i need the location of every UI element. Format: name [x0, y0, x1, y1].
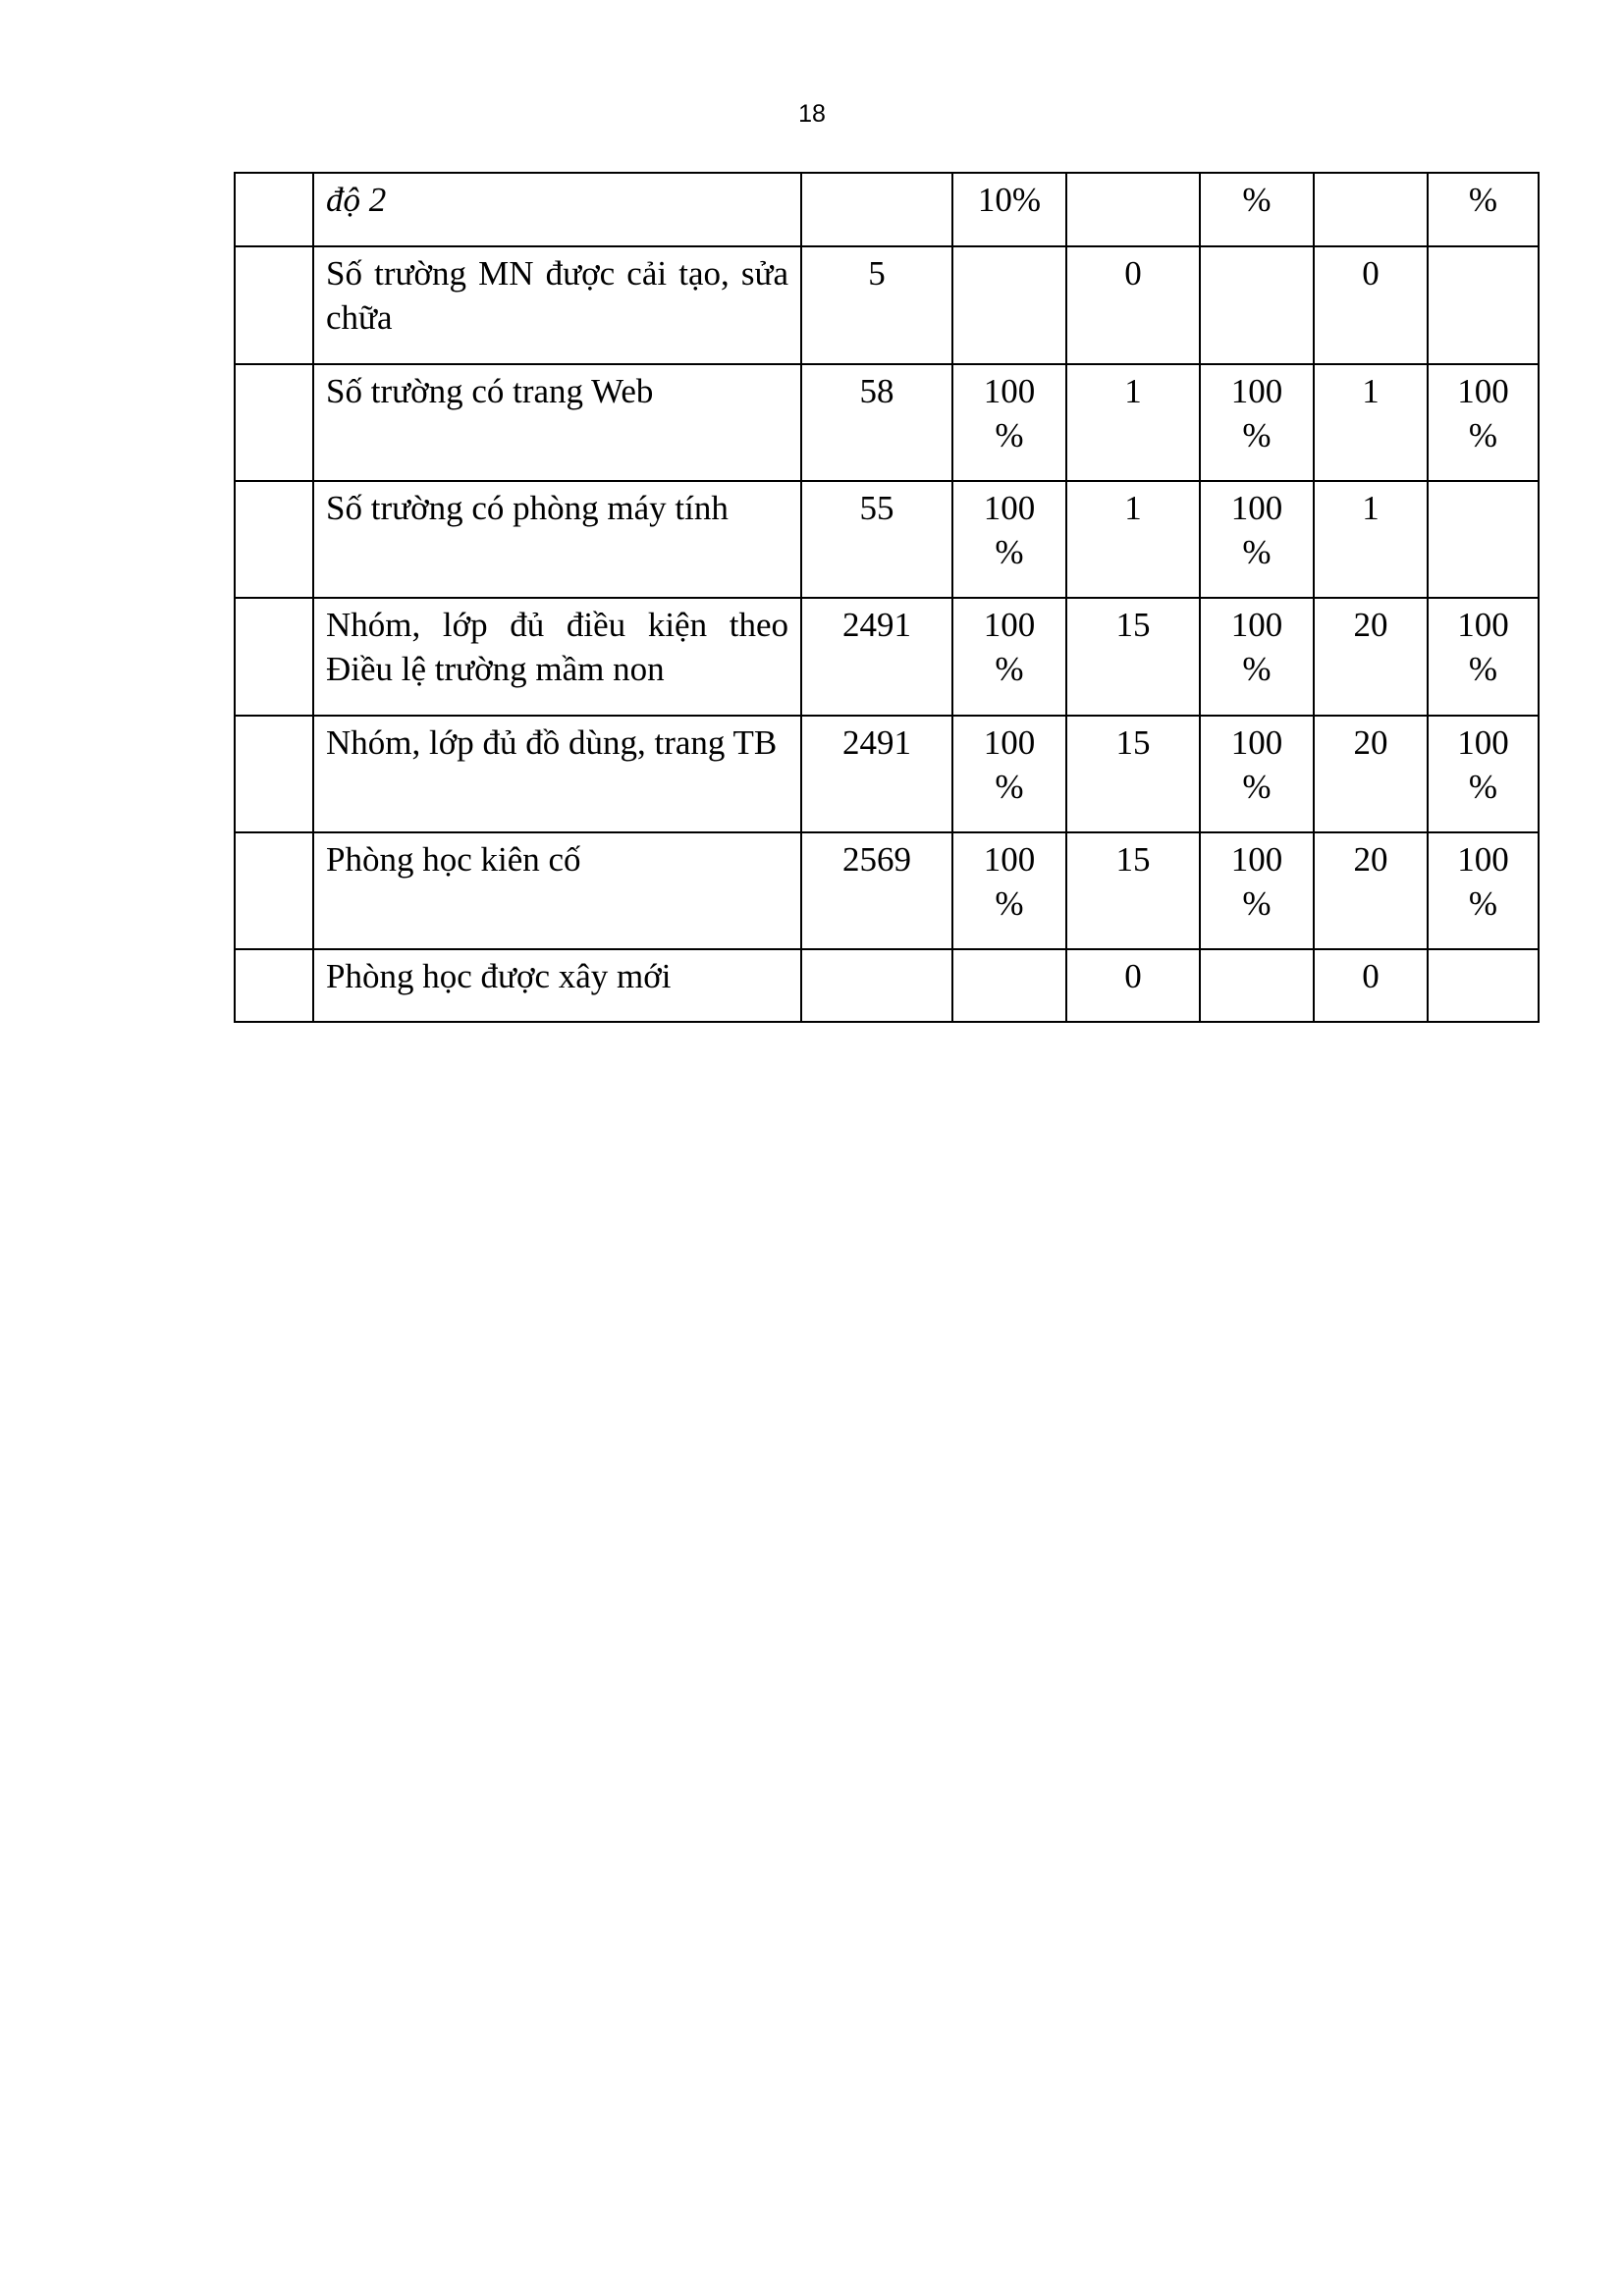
percent-cell [952, 949, 1066, 1022]
value-cell: 2569 [801, 832, 952, 949]
percent-cell [952, 246, 1066, 364]
percent-cell: 100 % [952, 481, 1066, 598]
table-row [235, 949, 1539, 1022]
percent-cell: % [1200, 173, 1314, 246]
index-cell [235, 246, 313, 364]
percent-cell: 100 % [952, 716, 1066, 832]
value-cell: 20 [1314, 598, 1428, 716]
value-cell: 1 [1066, 364, 1200, 481]
row-label: Nhóm, lớp đủ đồ dùng, trang TB [313, 716, 801, 832]
percent-cell: 100 % [1428, 598, 1539, 716]
value-cell: 0 [1314, 949, 1428, 1022]
table-row [235, 716, 1539, 832]
percent-cell [1200, 949, 1314, 1022]
value-cell [1066, 173, 1200, 246]
value-cell: 15 [1066, 598, 1200, 716]
percent-cell: 100 % [1428, 364, 1539, 481]
table-row [235, 832, 1539, 949]
index-cell [235, 716, 313, 832]
table-row [235, 364, 1539, 481]
index-cell [235, 598, 313, 716]
value-cell [801, 949, 952, 1022]
page-number: 18 [798, 100, 826, 128]
value-cell: 20 [1314, 832, 1428, 949]
table-row [235, 481, 1539, 598]
value-cell: 1 [1066, 481, 1200, 598]
value-cell: 5 [801, 246, 952, 364]
value-cell: 15 [1066, 716, 1200, 832]
value-cell: 58 [801, 364, 952, 481]
value-cell: 2491 [801, 598, 952, 716]
percent-cell: % [1428, 173, 1539, 246]
row-label: độ 2 [313, 173, 801, 246]
value-cell: 0 [1066, 949, 1200, 1022]
value-cell: 20 [1314, 716, 1428, 832]
value-cell: 2491 [801, 716, 952, 832]
table-row [235, 173, 1539, 246]
value-cell: 1 [1314, 364, 1428, 481]
row-label: Số trường có trang Web [313, 364, 801, 481]
value-cell: 55 [801, 481, 952, 598]
percent-cell [1200, 246, 1314, 364]
row-label: Nhóm, lớp đủ điều kiện theo Điều lệ trường mầm non [313, 598, 801, 716]
table-row [235, 246, 1539, 364]
percent-cell: 100 % [1428, 716, 1539, 832]
percent-cell: 100 % [1200, 364, 1314, 481]
index-cell [235, 949, 313, 1022]
table-row [235, 598, 1539, 716]
value-cell: 15 [1066, 832, 1200, 949]
row-label: Số trường MN được cải tạo, sửa chữa [313, 246, 801, 364]
percent-cell: 100 % [1200, 832, 1314, 949]
percent-cell [1428, 481, 1539, 598]
row-label: Số trường có phòng máy tính [313, 481, 801, 598]
facilities-table [234, 172, 1540, 1023]
percent-cell: 100 % [1200, 481, 1314, 598]
value-cell [1314, 173, 1428, 246]
index-cell [235, 173, 313, 246]
value-cell [801, 173, 952, 246]
percent-cell: 100 % [952, 832, 1066, 949]
index-cell [235, 832, 313, 949]
percent-cell [1428, 949, 1539, 1022]
percent-cell: 100 % [1200, 716, 1314, 832]
value-cell: 1 [1314, 481, 1428, 598]
row-label: Phòng học kiên cố [313, 832, 801, 949]
percent-cell: 100 % [952, 598, 1066, 716]
percent-cell: 100 % [952, 364, 1066, 481]
row-label: Phòng học được xây mới [313, 949, 801, 1022]
percent-cell: 100 % [1200, 598, 1314, 716]
value-cell: 0 [1314, 246, 1428, 364]
percent-cell: 100 % [1428, 832, 1539, 949]
percent-cell: 10% [952, 173, 1066, 246]
index-cell [235, 364, 313, 481]
value-cell: 0 [1066, 246, 1200, 364]
index-cell [235, 481, 313, 598]
percent-cell [1428, 246, 1539, 364]
